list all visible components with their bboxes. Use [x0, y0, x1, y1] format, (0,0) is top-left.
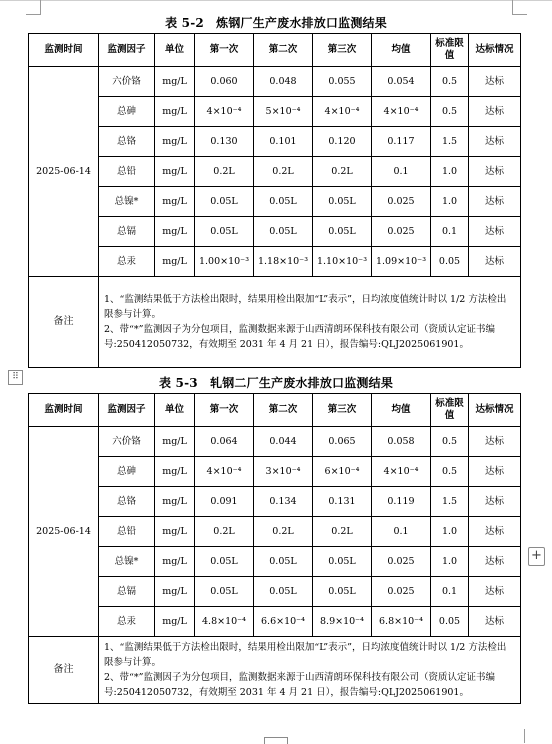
table-header-row: [29, 394, 521, 427]
third-value-cell: 0.05L: [313, 187, 372, 217]
status-cell: 达标: [469, 457, 521, 487]
limit-cell: 0.1: [431, 217, 469, 247]
second-value-cell: 0.2L: [254, 517, 313, 547]
unit-cell: mg/L: [155, 517, 195, 547]
limit-cell: 1.0: [431, 157, 469, 187]
unit-cell: mg/L: [155, 577, 195, 607]
remark-row: [29, 277, 521, 368]
average-cell: 0.119: [372, 487, 431, 517]
factor-cell: 总汞: [99, 247, 155, 277]
second-value-cell: 0.048: [254, 67, 313, 97]
unit-cell: mg/L: [155, 187, 195, 217]
table-row: [29, 127, 521, 157]
remark-note-2: 2、带“*”监测因子为分包项目，监测数据来源于山西清朗环保科技有限公司（资质认定证书编号:250412050732，有效期至 2031 年 4 月 21 日），报告编号:QLJ2025061901。: [104, 672, 496, 698]
table-title: 表 5-3 轧钢二厂生产废水排放口监测结果: [158, 376, 394, 390]
average-cell: 6.8×10⁻⁴: [372, 607, 431, 637]
unit-cell: mg/L: [155, 97, 195, 127]
third-value-cell: 8.9×10⁻⁴: [313, 607, 372, 637]
unit-cell: mg/L: [155, 547, 195, 577]
first-value-cell: 0.05L: [195, 547, 254, 577]
table-body: [29, 427, 521, 637]
second-value-cell: 0.05L: [254, 547, 313, 577]
remark-label: 备注: [29, 637, 99, 704]
limit-cell: 0.5: [431, 97, 469, 127]
header-second: 第二次: [254, 34, 313, 67]
average-cell: 0.025: [372, 547, 431, 577]
header-first: 第一次: [195, 34, 254, 67]
status-cell: 达标: [469, 487, 521, 517]
third-value-cell: 0.131: [313, 487, 372, 517]
limit-cell: 0.5: [431, 427, 469, 457]
limit-cell: 0.05: [431, 247, 469, 277]
first-value-cell: 0.2L: [195, 157, 254, 187]
average-cell: 0.025: [372, 187, 431, 217]
second-value-cell: 0.05L: [254, 217, 313, 247]
first-value-cell: 4.8×10⁻⁴: [195, 607, 254, 637]
table-body: [29, 67, 521, 277]
plus-icon[interactable]: +: [528, 547, 545, 566]
header-second: 第二次: [254, 394, 313, 427]
third-value-cell: 0.2L: [313, 517, 372, 547]
first-value-cell: 0.2L: [195, 517, 254, 547]
first-value-cell: 0.130: [195, 127, 254, 157]
first-value-cell: 0.05L: [195, 577, 254, 607]
monitoring-table: [28, 393, 521, 704]
first-value-cell: 0.05L: [195, 217, 254, 247]
status-cell: 达标: [469, 247, 521, 277]
remark-note-1: 1、“监测结果低于方法检出限时，结果用检出限加“L”表示”，日均浓度值统计时以 1/2 方法检出限参与计算。: [104, 294, 507, 320]
third-value-cell: 0.120: [313, 127, 372, 157]
average-cell: 0.1: [372, 517, 431, 547]
status-cell: 达标: [469, 547, 521, 577]
table-row: [29, 67, 521, 97]
status-cell: 达标: [469, 217, 521, 247]
factor-cell: 总镉: [99, 577, 155, 607]
first-value-cell: 4×10⁻⁴: [195, 457, 254, 487]
header-time: 监测时间: [29, 394, 99, 427]
first-value-cell: 4×10⁻⁴: [195, 97, 254, 127]
limit-cell: 1.0: [431, 187, 469, 217]
status-cell: 达标: [469, 427, 521, 457]
header-factor: 监测因子: [99, 34, 155, 67]
limit-cell: 1.0: [431, 547, 469, 577]
header-status: 达标情况: [469, 34, 521, 67]
header-limit: 标准限值: [431, 34, 469, 67]
remark-row: [29, 637, 521, 704]
header-average: 均值: [372, 394, 431, 427]
unit-cell: mg/L: [155, 487, 195, 517]
header-status: 达标情况: [469, 394, 521, 427]
third-value-cell: 0.05L: [313, 217, 372, 247]
factor-cell: 总铅: [99, 517, 155, 547]
average-cell: 0.054: [372, 67, 431, 97]
remark-note-1: 1、“监测结果低于方法检出限时，结果用检出限加“L”表示”，日均浓度值统计时以 1/2 方法检出限参与计算。: [104, 642, 507, 668]
second-value-cell: 6.6×10⁻⁴: [254, 607, 313, 637]
status-cell: 达标: [469, 157, 521, 187]
factor-cell: 总铅: [99, 157, 155, 187]
status-cell: 达标: [469, 517, 521, 547]
table-row: [29, 457, 521, 487]
average-cell: 0.117: [372, 127, 431, 157]
remark-label: 备注: [29, 277, 99, 368]
first-value-cell: 1.00×10⁻³: [195, 247, 254, 277]
remark-notes: [99, 277, 521, 368]
average-cell: 4×10⁻⁴: [372, 457, 431, 487]
third-value-cell: 0.065: [313, 427, 372, 457]
second-value-cell: 0.134: [254, 487, 313, 517]
remark-notes: [99, 637, 521, 704]
table-row: [29, 607, 521, 637]
header-average: 均值: [372, 34, 431, 67]
table-row: [29, 187, 521, 217]
status-cell: 达标: [469, 577, 521, 607]
second-value-cell: 5×10⁻⁴: [254, 97, 313, 127]
header-third: 第三次: [313, 394, 372, 427]
unit-cell: mg/L: [155, 217, 195, 247]
page-corner-mark-left: [26, 0, 41, 15]
table-row: [29, 217, 521, 247]
unit-cell: mg/L: [155, 247, 195, 277]
third-value-cell: 0.05L: [313, 547, 372, 577]
third-value-cell: 0.05L: [313, 577, 372, 607]
factor-cell: 总铬: [99, 487, 155, 517]
limit-cell: 0.5: [431, 457, 469, 487]
header-unit: 单位: [155, 394, 195, 427]
third-value-cell: 4×10⁻⁴: [313, 97, 372, 127]
second-value-cell: 3×10⁻⁴: [254, 457, 313, 487]
factor-cell: 六价铬: [99, 427, 155, 457]
factor-cell: 总汞: [99, 607, 155, 637]
average-cell: 0.025: [372, 577, 431, 607]
page-corner-mark-bottom-right: [524, 729, 539, 743]
status-cell: 达标: [469, 67, 521, 97]
monitoring-table: [28, 33, 521, 368]
average-cell: 0.1: [372, 157, 431, 187]
third-value-cell: 1.10×10⁻³: [313, 247, 372, 277]
unit-cell: mg/L: [155, 127, 195, 157]
second-value-cell: 0.05L: [254, 577, 313, 607]
factor-cell: 总镍*: [99, 187, 155, 217]
limit-cell: 1.5: [431, 127, 469, 157]
average-cell: 0.025: [372, 217, 431, 247]
status-cell: 达标: [469, 97, 521, 127]
average-cell: 0.058: [372, 427, 431, 457]
limit-cell: 0.05: [431, 607, 469, 637]
status-cell: 达标: [469, 127, 521, 157]
second-value-cell: 1.18×10⁻³: [254, 247, 313, 277]
page-top-border: [0, 0, 552, 1]
header-limit: 标准限值: [431, 394, 469, 427]
first-value-cell: 0.05L: [195, 187, 254, 217]
remark-note-2: 2、带“*”监测因子为分包项目，监测数据来源于山西清朗环保科技有限公司（资质认定证书编号:250412050732，有效期至 2031 年 4 月 21 日），报告编号:QLJ2025061901。: [104, 324, 496, 350]
limit-cell: 0.1: [431, 577, 469, 607]
unit-cell: mg/L: [155, 427, 195, 457]
table-row: [29, 487, 521, 517]
header-unit: 单位: [155, 34, 195, 67]
factor-cell: 总砷: [99, 457, 155, 487]
third-value-cell: 0.055: [313, 67, 372, 97]
status-cell: 达标: [469, 187, 521, 217]
monitoring-date-cell: 2025-06-14: [29, 67, 99, 277]
header-first: 第一次: [195, 394, 254, 427]
unit-cell: mg/L: [155, 67, 195, 97]
average-cell: 4×10⁻⁴: [372, 97, 431, 127]
first-value-cell: 0.091: [195, 487, 254, 517]
average-cell: 1.09×10⁻³: [372, 247, 431, 277]
status-cell: 达标: [469, 607, 521, 637]
first-value-cell: 0.064: [195, 427, 254, 457]
table-row: [29, 517, 521, 547]
unit-cell: mg/L: [155, 457, 195, 487]
header-third: 第三次: [313, 34, 372, 67]
limit-cell: 1.0: [431, 517, 469, 547]
table-row: [29, 427, 521, 457]
table-row: [29, 577, 521, 607]
limit-cell: 0.5: [431, 67, 469, 97]
unit-cell: mg/L: [155, 607, 195, 637]
table-row: [29, 157, 521, 187]
factor-cell: 六价铬: [99, 67, 155, 97]
factor-cell: 总镉: [99, 217, 155, 247]
second-value-cell: 0.2L: [254, 157, 313, 187]
factor-cell: 总铬: [99, 127, 155, 157]
header-time: 监测时间: [29, 34, 99, 67]
second-value-cell: 0.044: [254, 427, 313, 457]
second-value-cell: 0.05L: [254, 187, 313, 217]
limit-cell: 1.5: [431, 487, 469, 517]
second-value-cell: 0.101: [254, 127, 313, 157]
table-title: 表 5-2 炼钢厂生产废水排放口监测结果: [165, 16, 387, 30]
factor-cell: 总砷: [99, 97, 155, 127]
first-value-cell: 0.060: [195, 67, 254, 97]
third-value-cell: 0.2L: [313, 157, 372, 187]
table-row: [29, 547, 521, 577]
monitoring-date-cell: 2025-06-14: [29, 427, 99, 637]
table-row: [29, 97, 521, 127]
header-factor: 监测因子: [99, 394, 155, 427]
page-corner-mark-right: [512, 0, 527, 15]
table-row: [29, 247, 521, 277]
table-header-row: [29, 34, 521, 67]
move-handle-icon[interactable]: ⠿: [8, 370, 23, 385]
third-value-cell: 6×10⁻⁴: [313, 457, 372, 487]
factor-cell: 总镍*: [99, 547, 155, 577]
unit-cell: mg/L: [155, 157, 195, 187]
